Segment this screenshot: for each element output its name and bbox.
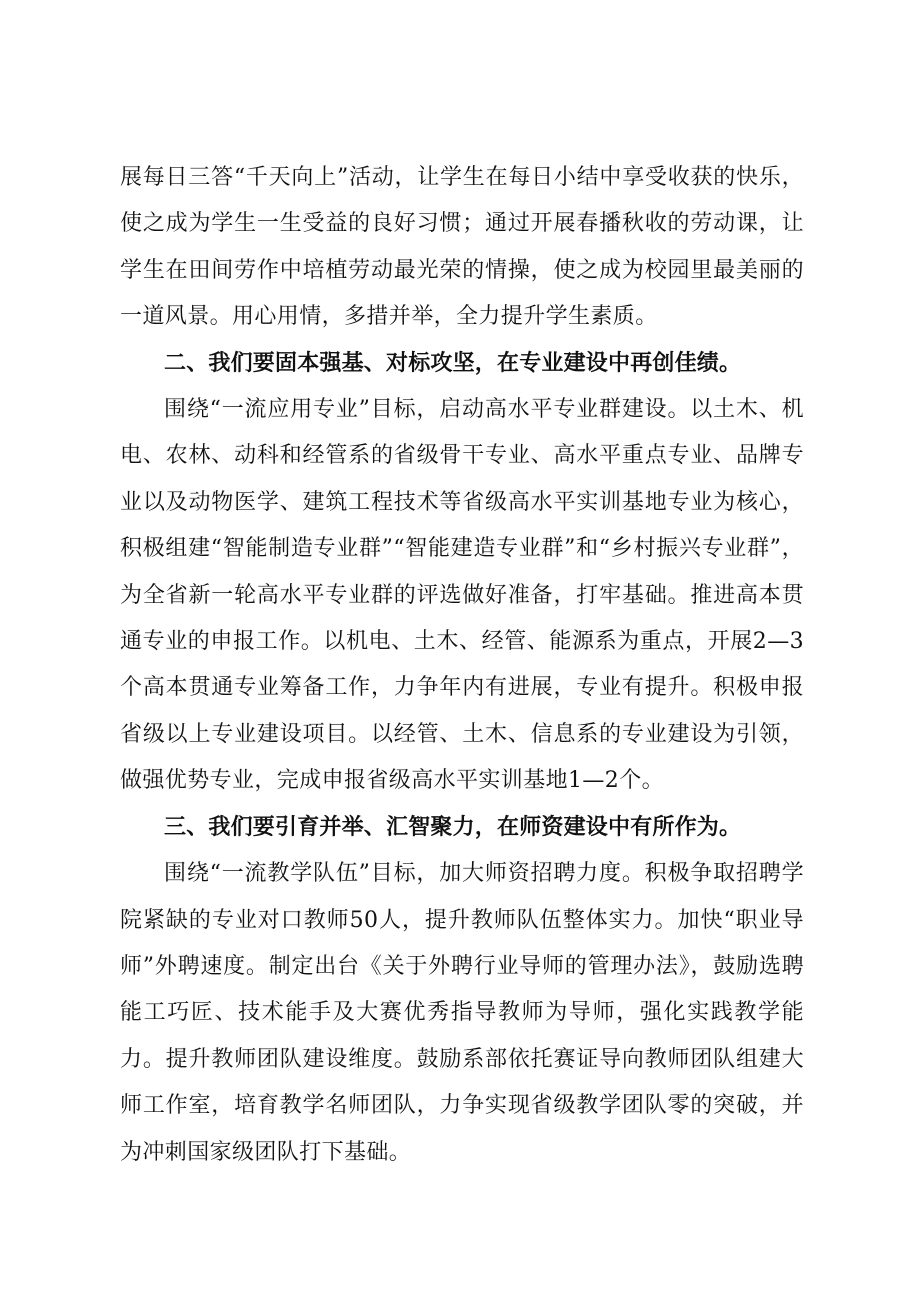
document-body <box>120 155 804 1176</box>
section-heading-faculty-construction: 三、我们要引育并举、汇智聚力，在师资建设中有所作为。 <box>164 814 742 840</box>
paragraph-faculty-construction: 围绕“一流教学队伍”目标，加大师资招聘力度。积极争取招聘学院紧缺的专业对口教师50人，提升教师队伍整体实力。加快“职业导师”外聘速度。制定出台《关于外聘行业导师的管理办法》，鼓励选聘能工巧匠、技术能手及大赛优秀指导教师为导师，强化实践教学能力。提升教师团队建设维度。鼓励系部依托赛证导向教师团队组建大师工作室，培育教学名师团队，力争实现省级教学团队零的突破，并为冲刺国家级团队打下基础。 <box>120 861 804 1165</box>
paragraph-major-construction: 围绕“一流应用专业”目标，启动高水平专业群建设。以土木、机电、农林、动科和经管系的省级骨干专业、高水平重点专业、品牌专业以及动物医学、建筑工程技术等省级高水平实训基地专业为核心，积极组建“智能制造专业群”“智能建造专业群”和“乡村振兴专业群”，为全省新一轮高水平专业群的评选做好准备，打牢基础。推进高本贯通专业的申报工作。以机电、土木、经管、能源系为重点，开展2—3个高本贯通专业筹备工作，力争年内有进展，专业有提升。积极申报省级以上专业建设项目。以经管、土木、信息系的专业建设为引领，做强优势专业，完成申报省级高水平实训基地1—2个。 <box>120 397 804 794</box>
section-heading-major-construction: 二、我们要固本强基、对标攻坚，在专业建设中再创佳绩。 <box>164 350 742 376</box>
paragraph-student-quality: 展每日三答“千天向上”活动，让学生在每日小结中享受收获的快乐，使之成为学生一生受益的良好习惯；通过开展春播秋收的劳动课，让学生在田间劳作中培植劳动最光荣的情操，使之成为校园里最美丽的一道风景。用心用情，多措并举，全力提升学生素质。 <box>120 165 804 330</box>
